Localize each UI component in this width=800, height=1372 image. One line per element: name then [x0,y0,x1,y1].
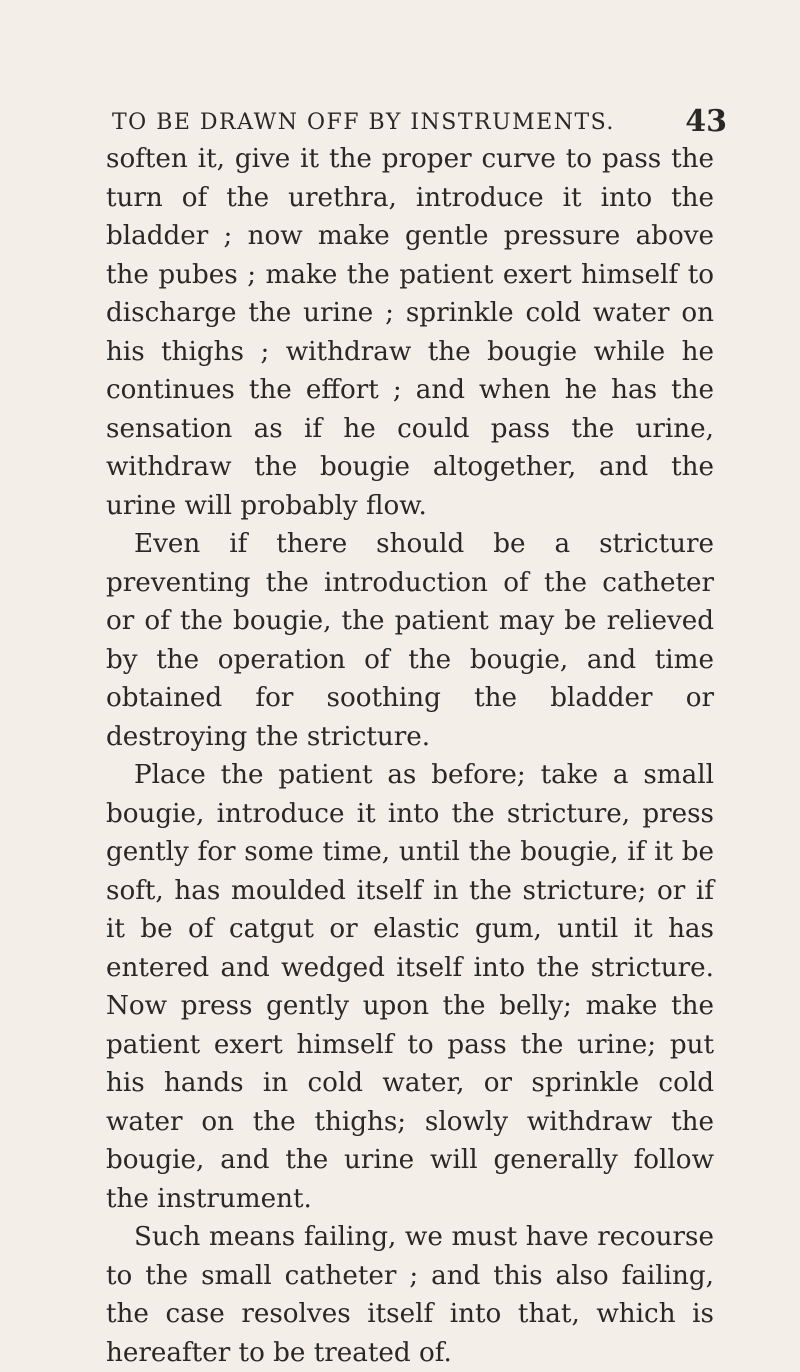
running-title: TO BE DRAWN OFF BY INSTRUMENTS. [112,110,615,135]
paragraph-1: soften it, give it the proper curve to pass the turn of the urethra, introduce it into the bladder ; now make gentle pressure above the pubes ; make the patient exert himself to discharge the urine ; sprinkle cold water on his thighs ; withdraw the bougie while he continues the effort ; and when he has the sensation as if he could pass the urine, withdraw the bougie altogether, and the urine will probably flow. [106,144,714,521]
paragraph-2: Even if there should be a stricture preventing the introduction of the catheter or of the bougie, the patient may be relieved by the operation of the bougie, and time obtained for soothing the bladder or destroying the stricture. [106,529,714,752]
running-head [112,104,727,142]
page-number: 43 [685,104,727,139]
paragraph-4: Such means failing, we must have recourse to the small catheter ; and this also failing, the case resolves itself into that, which is hereafter to be treated of. [106,1222,714,1368]
paragraph-3: Place the patient as before; take a small bougie, introduce it into the stricture, press gently for some time, until the bougie, if it be soft, has moulded itself in the stricture; or if it be of catgut or elastic gum, until it has entered and wedged itself into the stricture. Now press gently upon the belly; make the patient exert himself to pass the urine; put his hands in cold water, or sprinkle cold water on the thighs; slowly withdraw the bougie, and the urine will generally follow the instrument. [106,760,714,1214]
body-text [106,140,714,1372]
